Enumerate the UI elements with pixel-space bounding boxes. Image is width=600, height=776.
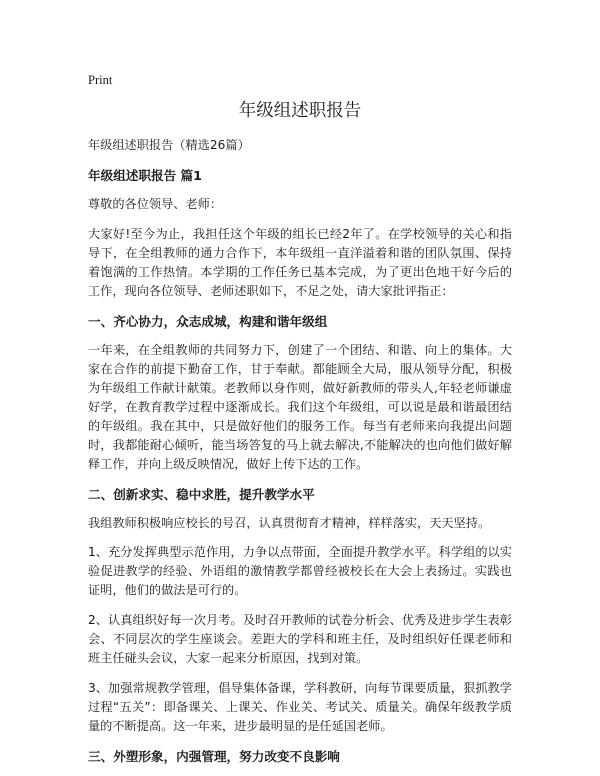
- section-2-item-3: 3、加强常规教学管理，倡导集体备课，学科教研，向每节课要质量，狠抓教学过程“五关”：即备课关、上课关、作业关、考试关、质量关。确保年级教学质量的不断提高。这一年来，进步最明显的是任延国老师。: [88, 681, 512, 733]
- document-subtitle: 年级组述职报告（精选26篇）: [88, 138, 250, 152]
- section-2-heading: 二、创新求实、稳中求胜，提升教学水平: [88, 487, 315, 502]
- document-title: 年级组述职报告: [238, 101, 362, 121]
- section-1-heading: 一、齐心协力，众志成城，构建和谐年级组: [88, 314, 328, 329]
- salutation: 尊敬的各位领导、老师：: [88, 197, 223, 211]
- section-2-intro: 我组教师积极响应校长的号召，认真贯彻育才精神，样样落实，天天坚持。: [88, 516, 491, 530]
- section-3-heading: 三、外塑形象，内强管理，努力改变不良影响: [88, 749, 340, 764]
- section-2-item-2: 2、认真组织好每一次月考。及时召开教师的试卷分析会、优秀及进步学生表彰会、不同层次的学生座谈会。差距大的学科和班主任，及时组织好任课老师和班主任碰头会议，大家一起来分析原因，找到对策。: [88, 613, 512, 665]
- section-1-paragraph: 一年来，在全组教师的共同努力下，创建了一个团结、和谐、向上的集体。大家在合作的前提下勤奋工作，甘于奉献。都能顾全大局，服从领导分配，积极为年级组工作献计献策。老教师以身作则，做好新教师的带头人,年轻老师谦虚好学，在教育教学过程中逐渐成长。我们这个年级组，可以说是最和谐最团结的年级组。我在其中，只是做好他们的服务工作。每当有老师来向我提出问题时，我都能耐心倾听，能当场答复的马上就去解决,不能解决的也向他们做好解释工作，并向上级反映情况，做好上传下达的工作。: [88, 343, 512, 471]
- intro-paragraph: 大家好!至今为止，我担任这个年级的组长已经2年了。在学校领导的关心和指导下，在全组教师的通力合作下，本年级组一直洋溢着和谐的团队氛围、保持着饱满的工作热情。本学期的工作任务已基本完成，为了更出色地干好今后的工作，现向各位领导、老师述职如下，不足之处，请大家批评指正：: [88, 227, 512, 298]
- section-2-item-1: 1、充分发挥典型示范作用，力争以点带面，全面提升教学水平。科学组的以实验促进教学的经验、外语组的激情教学都曾经被校长在大会上表扬过。实践也证明，他们的做法是可行的。: [88, 545, 512, 597]
- article-heading: 年级组述职报告 篇1: [88, 168, 202, 183]
- print-label: Print: [88, 73, 113, 87]
